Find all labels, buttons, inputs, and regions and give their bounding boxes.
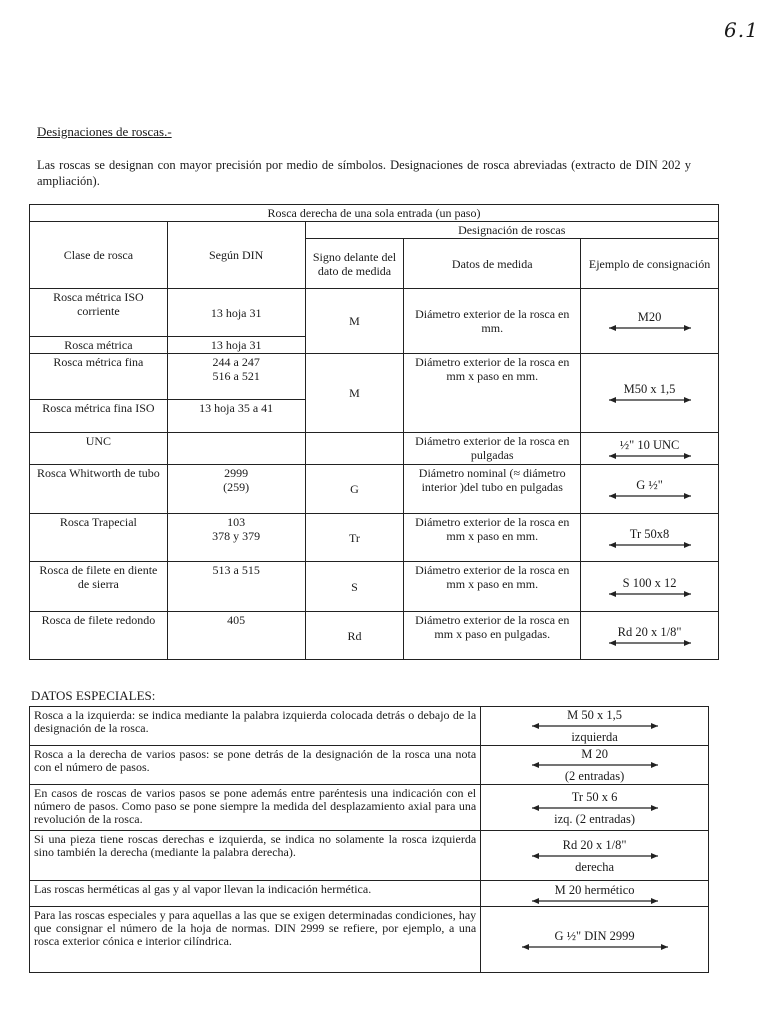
table-cell: Tr <box>305 514 404 562</box>
table-cell: 103 378 y 379 <box>167 514 305 562</box>
example-cell <box>581 562 719 612</box>
special-example-bottom: (2 entradas) <box>564 769 625 783</box>
table-cell: Diámetro exterior de la rosca en mm x paso en pulgadas. <box>404 612 581 660</box>
double-arrow-icon <box>530 852 660 860</box>
example-text: M20 <box>637 310 662 324</box>
double-arrow-icon <box>607 396 693 404</box>
table-cell: G <box>305 465 404 514</box>
double-arrow-icon <box>530 897 660 905</box>
special-example-top: Tr 50 x 6 <box>571 789 618 804</box>
table-cell: M <box>305 289 404 354</box>
table-cell: Diámetro exterior de la rosca en pulgadas <box>404 433 581 465</box>
section-title-text: Designaciones de roscas.- <box>37 124 172 139</box>
example-cell <box>581 465 719 514</box>
example-text: Rd 20 x 1/8" <box>617 624 682 639</box>
special-example-top: M 20 <box>581 747 608 761</box>
special-example <box>481 785 709 831</box>
special-desc: Rosca a la izquierda: se indica mediante la palabra izquierda colocada detrás o debajo de la designación de la rosca. <box>30 707 481 746</box>
special-example <box>481 746 709 785</box>
table-cell: UNC <box>30 433 168 465</box>
page-number: 6.1 <box>724 18 759 42</box>
section-title <box>37 124 172 140</box>
double-arrow-icon <box>530 804 660 812</box>
table-cell <box>167 433 305 465</box>
example-text: ½" 10 UNC <box>619 437 680 452</box>
special-example-top: M 50 x 1,5 <box>567 708 623 722</box>
table-cell: 244 a 247 516 a 521 <box>167 354 305 400</box>
table-cell: Rosca de filete redondo <box>30 612 168 660</box>
special-desc: En casos de roscas de varios pasos se pone además entre paréntesis una indicación con el número de pasos. Como paso se pone siempre la medida del desplazamiento axial para una revolución de la rosca. <box>30 785 481 831</box>
double-arrow-icon <box>607 541 693 549</box>
special-desc: Rosca a la derecha de varios pasos: se pone detrás de la designación de la rosca una nota con el número de pasos. <box>30 746 481 785</box>
special-example <box>481 881 709 907</box>
table-cell: Diámetro exterior de la rosca en mm x paso en mm. <box>404 562 581 612</box>
header-ejemplo: Ejemplo de consignación <box>581 239 719 289</box>
double-arrow-icon <box>607 639 693 647</box>
table-cell: S <box>305 562 404 612</box>
special-desc: Para las roscas especiales y para aquellas a las que se exigen determinadas condiciones, hay que consignar el número de la hoja de normas. DIN 2999 se refiere, por ejemplo, a una rosca exterior cónica e interior cilíndrica. <box>30 907 481 973</box>
table-cell: 13 hoja 35 a 41 <box>167 400 305 433</box>
header-datos: Datos de medida <box>404 239 581 289</box>
thread-designation-table <box>29 204 719 660</box>
double-arrow-icon <box>607 324 693 332</box>
double-arrow-icon <box>530 722 660 730</box>
table-cell: 513 a 515 <box>167 562 305 612</box>
double-arrow-icon <box>530 761 660 769</box>
double-arrow-icon <box>607 492 693 500</box>
example-cell <box>581 433 719 465</box>
table-cell: Diámetro exterior de la rosca en mm x paso en mm. <box>404 514 581 562</box>
table-cell: Diámetro nominal (≈ diámetro interior )del tubo en pulgadas <box>404 465 581 514</box>
table-cell: Diámetro exterior de la rosca en mm x paso en mm. <box>404 354 581 433</box>
table-cell: Rosca métrica ISO corriente <box>30 289 168 337</box>
example-cell <box>581 514 719 562</box>
example-cell <box>581 289 719 354</box>
special-example-top: Rd 20 x 1/8" <box>562 837 627 852</box>
header-signo: Signo delante del dato de medida <box>305 239 404 289</box>
special-example <box>481 831 709 881</box>
table-cell: M <box>305 354 404 433</box>
special-data-table <box>29 706 709 973</box>
table-cell: 13 hoja 31 <box>167 337 305 354</box>
table-cell: Rosca Whitworth de tubo <box>30 465 168 514</box>
table-cell: Rd <box>305 612 404 660</box>
special-example-top: G ½" DIN 2999 <box>554 928 635 943</box>
example-cell <box>581 354 719 433</box>
example-text: M50 x 1,5 <box>623 382 676 396</box>
example-text: S 100 x 12 <box>622 575 677 590</box>
special-desc: Si una pieza tiene roscas derechas e izquierda, se indica no solamente la rosca izquierda sino también la derecha (mediante la palabra derecha). <box>30 831 481 881</box>
double-arrow-icon <box>607 590 693 598</box>
special-example <box>481 707 709 746</box>
double-arrow-icon <box>607 452 693 460</box>
table-cell: Rosca métrica fina ISO <box>30 400 168 433</box>
special-example <box>481 907 709 973</box>
special-desc: Las roscas herméticas al gas y al vapor llevan la indicación hermética. <box>30 881 481 907</box>
table-title: Rosca derecha de una sola entrada (un paso) <box>30 205 719 222</box>
table-cell: 13 hoja 31 <box>167 289 305 337</box>
special-example-bottom: izquierda <box>571 730 618 744</box>
example-cell <box>581 612 719 660</box>
table-cell: Diámetro exterior de la rosca en mm. <box>404 289 581 354</box>
table-cell: 405 <box>167 612 305 660</box>
table-cell <box>305 433 404 465</box>
example-text: Tr 50x8 <box>629 526 670 541</box>
special-example-bottom: derecha <box>575 859 614 874</box>
special-data-title: DATOS ESPECIALES: <box>31 688 156 703</box>
table-cell: Rosca de filete en diente de sierra <box>30 562 168 612</box>
header-clase: Clase de rosca <box>30 222 168 289</box>
example-text: G ½" <box>636 478 663 492</box>
header-group: Designación de roscas <box>305 222 718 239</box>
table-cell: Rosca métrica <box>30 337 168 354</box>
table-cell: Rosca métrica fina <box>30 354 168 400</box>
special-example-top: M 20 hermético <box>554 882 635 897</box>
table-cell: Rosca Trapecial <box>30 514 168 562</box>
double-arrow-icon <box>520 943 670 951</box>
special-example-bottom: izq. (2 entradas) <box>554 811 636 826</box>
intro-paragraph: Las roscas se designan con mayor precisión por medio de símbolos. Designaciones de rosca abreviadas (extracto de DIN 202 y ampliación). <box>37 158 691 188</box>
header-segun: Según DIN <box>167 222 305 289</box>
table-cell: 2999 (259) <box>167 465 305 514</box>
